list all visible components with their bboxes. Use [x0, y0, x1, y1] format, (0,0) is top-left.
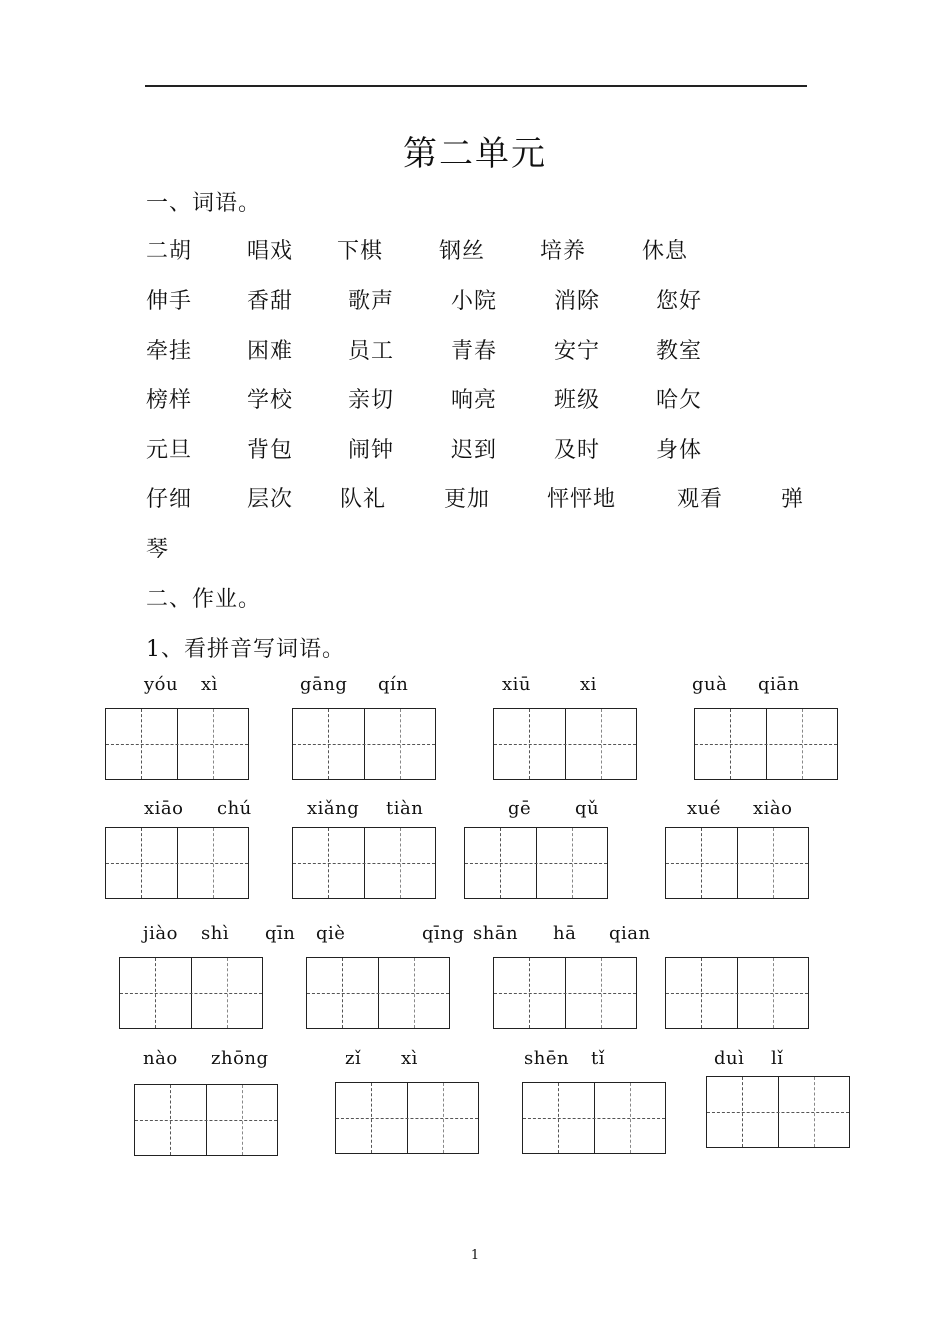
vocab-word: 队礼 [340, 487, 387, 512]
vocab-word: 哈欠 [656, 388, 703, 413]
pinyin-label: nào [143, 1048, 178, 1069]
pinyin-label: qǔ [575, 798, 600, 819]
vocab-word: 琴 [146, 537, 170, 562]
vocab-word: 牵挂 [146, 339, 193, 364]
writing-grid[interactable] [292, 827, 436, 899]
vocab-word: 唱戏 [247, 239, 294, 264]
pinyin-label: zhōng [211, 1048, 269, 1069]
vocab-word: 仔细 [146, 487, 193, 512]
exercise-instruction: 1、看拼音写词语。 [146, 637, 345, 662]
pinyin-label: qín [378, 674, 409, 695]
vocab-word: 安宁 [554, 339, 601, 364]
vocab-word: 层次 [247, 487, 294, 512]
vocab-word: 元旦 [146, 438, 193, 463]
writing-grid[interactable] [335, 1082, 479, 1154]
vocab-word: 员工 [348, 339, 395, 364]
pinyin-label: lǐ [771, 1048, 784, 1069]
vocab-word: 下棋 [337, 239, 384, 264]
pinyin-label: gē [508, 798, 532, 819]
pinyin-label: yóu [144, 674, 179, 695]
pinyin-label: qīng [422, 923, 465, 944]
vocab-word: 歌声 [348, 289, 395, 314]
pinyin-label: zǐ [345, 1048, 362, 1069]
writing-grid[interactable] [665, 957, 809, 1029]
pinyin-label: qian [609, 923, 651, 944]
pinyin-label: xi [580, 674, 597, 695]
vocab-word: 您好 [656, 289, 703, 314]
pinyin-label: guà [692, 674, 728, 695]
writing-grid[interactable] [292, 708, 436, 780]
pinyin-label: hā [553, 923, 577, 944]
pinyin-label: shì [201, 923, 230, 944]
pinyin-label: xiū [502, 674, 532, 695]
vocab-word: 二胡 [146, 239, 193, 264]
vocab-word: 小院 [451, 289, 498, 314]
writing-grid[interactable] [306, 957, 450, 1029]
pinyin-label: qiè [316, 923, 346, 944]
vocab-word: 身体 [656, 438, 703, 463]
writing-grid[interactable] [119, 957, 263, 1029]
pinyin-label: xué [687, 798, 721, 819]
vocab-word: 培养 [540, 239, 587, 264]
pinyin-label: chú [217, 798, 252, 819]
vocab-word: 观看 [677, 487, 724, 512]
pinyin-label: qiān [758, 674, 800, 695]
writing-grid[interactable] [694, 708, 838, 780]
vocab-word: 休息 [642, 239, 689, 264]
pinyin-label: xiāo [144, 798, 184, 819]
pinyin-label: xì [401, 1048, 418, 1069]
vocab-word: 伸手 [146, 289, 193, 314]
pinyin-label: xì [201, 674, 218, 695]
pinyin-label: xiǎng [307, 798, 360, 819]
writing-grid[interactable] [522, 1082, 666, 1154]
writing-grid[interactable] [105, 708, 249, 780]
writing-grid[interactable] [464, 827, 608, 899]
vocab-word: 困难 [247, 339, 294, 364]
pinyin-label: gāng [300, 674, 348, 695]
vocab-word: 班级 [554, 388, 601, 413]
vocab-word: 消除 [554, 289, 601, 314]
writing-grid[interactable] [134, 1084, 278, 1156]
pinyin-label: qīn [265, 923, 296, 944]
vocab-word: 学校 [247, 388, 294, 413]
vocab-word: 亲切 [348, 388, 395, 413]
vocab-word: 背包 [247, 438, 294, 463]
vocab-word: 响亮 [451, 388, 498, 413]
pinyin-label: xiào [753, 798, 793, 819]
vocab-word: 更加 [444, 487, 491, 512]
vocab-word: 及时 [554, 438, 601, 463]
vocab-word: 弹 [781, 487, 805, 512]
section1-heading: 一、词语。 [146, 191, 262, 216]
pinyin-label: shēn [524, 1048, 570, 1069]
page-title: 第二单元 [403, 134, 547, 174]
pinyin-label: duì [714, 1048, 745, 1069]
vocab-word: 怦怦地 [547, 487, 617, 512]
pinyin-label: jiào [143, 923, 178, 944]
vocab-word: 钢丝 [439, 239, 486, 264]
writing-grid[interactable] [493, 957, 637, 1029]
pinyin-label: tǐ [591, 1048, 605, 1069]
vocab-word: 青春 [451, 339, 498, 364]
writing-grid[interactable] [665, 827, 809, 899]
vocab-word: 榜样 [146, 388, 193, 413]
vocab-word: 迟到 [451, 438, 498, 463]
writing-grid[interactable] [105, 827, 249, 899]
vocab-word: 香甜 [247, 289, 294, 314]
vocab-word: 教室 [656, 339, 703, 364]
pinyin-label: shān [473, 923, 519, 944]
page-number: 1 [470, 1248, 480, 1263]
section2-heading: 二、作业。 [146, 587, 262, 612]
writing-grid[interactable] [706, 1076, 850, 1148]
header-rule [145, 85, 807, 87]
writing-grid[interactable] [493, 708, 637, 780]
vocab-word: 闹钟 [348, 438, 395, 463]
pinyin-label: tiàn [386, 798, 424, 819]
